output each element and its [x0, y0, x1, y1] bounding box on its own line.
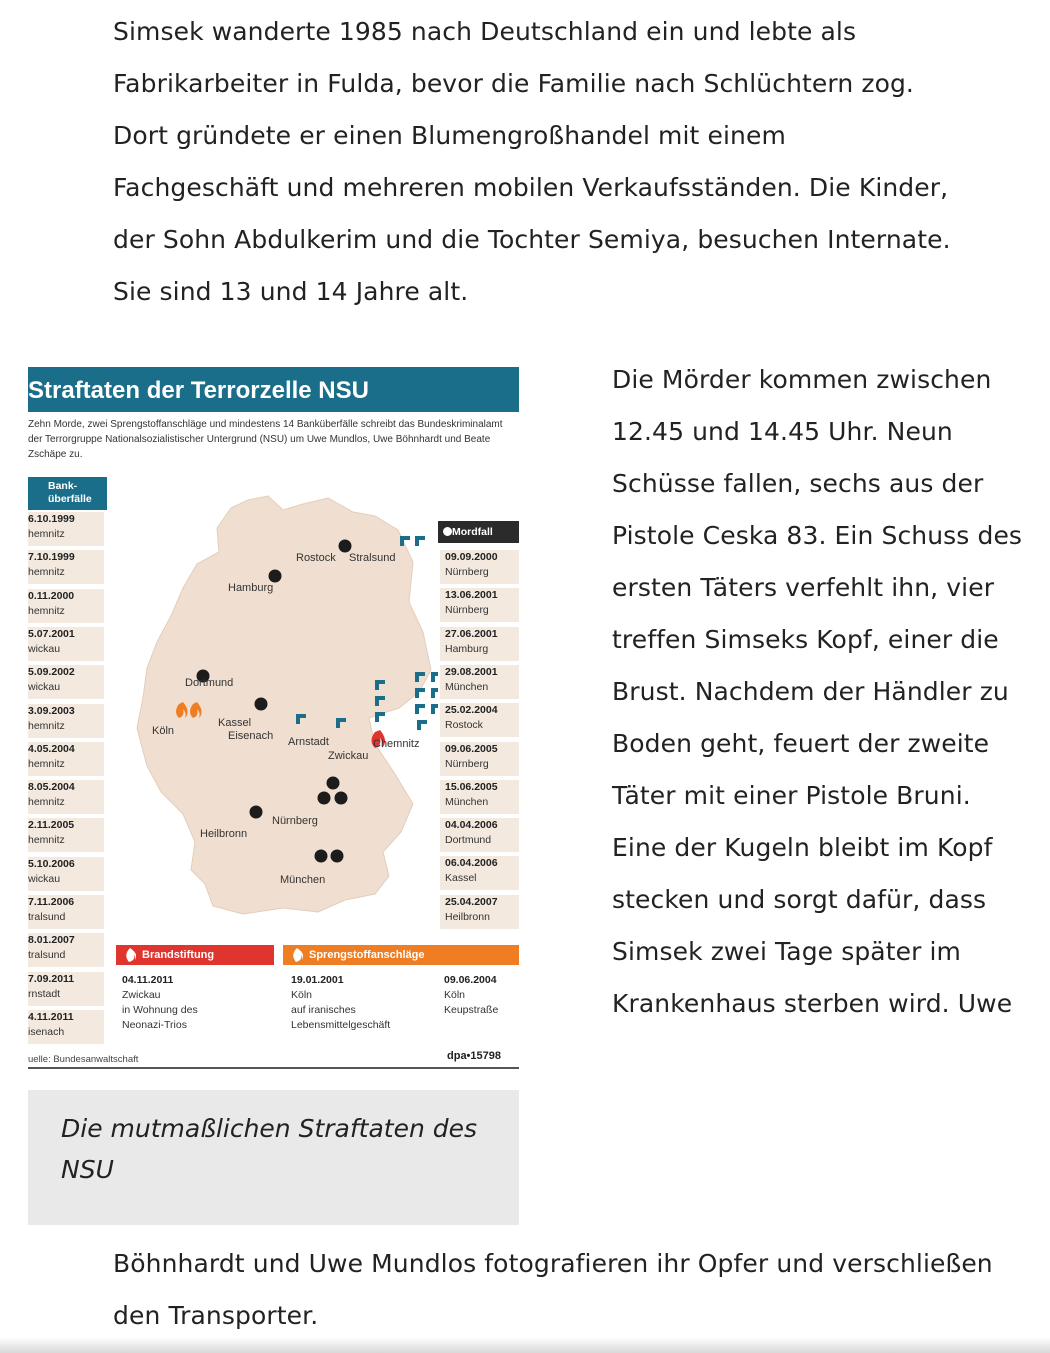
article-paragraph-intro: Simsek wanderte 1985 nach Deutschland ein und lebte als Fabrikarbeiter in Fulda, bevor die Familie nach Schlüchtern zog. Dort gründete er einen Blumengroßhandel mit einem Fachgeschäft und mehreren mobilen Verkaufsständen. Die Kinder, der Sohn Abdulkerim und die Tochter Semiya, besuchen Internate. Sie sind 13 und 14 Jahre alt.: [113, 17, 951, 306]
bank-robbery-entry: [28, 933, 104, 967]
murder-marker-nuernberg-3: [335, 792, 348, 805]
murder-date: 27.06.2001: [445, 627, 498, 640]
bank-robbery-date: 8.05.2004: [28, 781, 75, 794]
pistol-icon: [415, 688, 425, 698]
figure-caption: Die mutmaßlichen Straftaten des NSU: [61, 1114, 478, 1184]
murder-entry: [440, 627, 519, 661]
bank-robbery-date: 3.09.2003: [28, 704, 75, 717]
nsu-infographic: [28, 367, 519, 1074]
pistol-icon: [415, 536, 425, 546]
infographic-subtitle: Zehn Morde, zwei Sprengstoffanschläge und mindestens 14 Banküberfälle schreibt das Bundeskriminalamt der Terrorgruppe Nationalsozialistischer Untergrund (NSU) um Uwe Mundlos, Uwe Böhnhardt und Beate Zschäpe zu.: [28, 419, 503, 460]
arson-label: Brandstiftung: [142, 949, 215, 961]
bank-robbery-place: hemnitz: [28, 757, 65, 770]
murder-entry: [440, 588, 519, 622]
bank-robberies-label: Bank- überfälle: [28, 477, 107, 510]
murder-place: Heilbronn: [445, 910, 490, 923]
explosive-1-detail-2: Lebensmittelgeschäft: [291, 1019, 391, 1031]
city-zwickau: Zwickau: [328, 750, 369, 762]
arson-detail-1: in Wohnung des: [122, 1004, 198, 1016]
murder-marker-heilbronn: [250, 806, 263, 819]
murder-date: 06.04.2006: [445, 857, 498, 870]
bank-robbery-entry: [28, 627, 104, 661]
murder-place: München: [445, 680, 489, 693]
murder-entry: [440, 818, 519, 852]
bank-robbery-place: wickau: [28, 681, 61, 694]
article-paragraph-continued: Böhnhardt und Uwe Mundlos fotografieren ihr Opfer und verschließen den Transporter.: [113, 1249, 993, 1330]
infographic-title: Straftaten der Terrorzelle NSU: [28, 367, 519, 412]
explosive-2-place: Köln: [444, 989, 466, 1001]
bank-robbery-entry: [28, 512, 104, 546]
murder-marker-muenchen-1: [315, 850, 328, 863]
explosive-entry-2: [444, 973, 498, 1018]
bank-robbery-place: hemnitz: [28, 796, 65, 809]
murder-date: 09.06.2005: [445, 742, 498, 755]
murder-date: 09.09.2000: [445, 551, 498, 563]
bank-robbery-date: 5.10.2006: [28, 857, 75, 870]
murder-marker-kassel: [255, 698, 268, 711]
murder-place: München: [445, 795, 489, 808]
bank-robbery-place: hemnitz: [28, 566, 65, 579]
pistol-icon: [431, 688, 438, 698]
explosive-entry-1: [291, 973, 390, 1033]
pistol-icon: [417, 720, 427, 730]
city-heilbronn: Heilbronn: [200, 828, 248, 840]
city-eisenach: Eisenach: [228, 730, 274, 742]
murder-marker-rostock: [339, 540, 352, 553]
murder-place: Rostock: [445, 719, 483, 732]
arson-entry: [122, 973, 198, 1033]
bank-robbery-entry: [28, 972, 104, 1006]
explosive-2-detail-1: Keupstraße: [444, 1004, 499, 1016]
explosive-1-date: 19.01.2001: [291, 974, 344, 986]
bank-robbery-date: 4.11.2011: [28, 1010, 74, 1023]
murder-entry: [440, 742, 519, 776]
bank-robbery-entry: [28, 742, 104, 776]
murder-date: 29.08.2001: [445, 665, 498, 678]
murder-place: Nürnberg: [445, 757, 489, 770]
bank-robbery-entry: [28, 665, 104, 699]
murder-entry: [440, 895, 519, 929]
pistol-icon: [375, 712, 385, 722]
agency-credit: dpa•15798: [447, 1050, 501, 1062]
explosive-flame-icon: [291, 948, 303, 962]
murder-date: 25.04.2007: [445, 895, 498, 908]
city-nuernberg: Nürnberg: [272, 815, 318, 827]
arson-detail-2: Neonazi-Trios: [122, 1019, 187, 1031]
murder-place: Nürnberg: [445, 566, 489, 578]
bank-robbery-entry: [28, 895, 104, 929]
bank-robbery-place: wickau: [28, 642, 61, 655]
city-rostock: Rostock: [296, 552, 336, 564]
bank-robbery-entry: [28, 857, 104, 891]
bank-robbery-date: 5.07.2001: [28, 627, 75, 640]
bank-robbery-entry: [28, 550, 104, 584]
murder-marker-nuernberg-1: [327, 777, 340, 790]
article-paragraph-murder: Die Mörder kommen zwischen 12.45 und 14.45 Uhr. Neun Schüsse fallen, sechs aus der Pistole Ceska 83. Ein Schuss des ersten Täters verfehlt ihn, vier treffen Simseks Kopf, einer die Brust. Nachdem der Händler zu Boden geht, feuert der zweite Täter mit einer Pistole Bruni. Eine der Kugeln bleibt im Kopf stecken und sorgt dafür, dass Simsek zwei Tage später im Krankenhaus sterben wird. Uwe: [612, 365, 1023, 1018]
bank-robbery-entry: [28, 704, 104, 738]
bank-robbery-place: wickau: [28, 872, 61, 885]
bottom-shadow: [0, 1337, 1050, 1353]
bank-robbery-place: hemnitz: [28, 719, 65, 732]
murder-date: 04.04.2006: [445, 819, 498, 832]
city-chemnitz: Chemnitz: [373, 738, 420, 750]
bank-robbery-date: 8.01.2007: [28, 934, 75, 947]
city-muenchen: München: [280, 874, 326, 886]
pistol-icon: [431, 672, 438, 682]
murder-place: Dortmund: [445, 834, 492, 847]
murder-date: 13.06.2001: [445, 589, 498, 602]
bank-robbery-date: 5.09.2002: [28, 666, 75, 679]
city-kassel: Kassel: [218, 717, 252, 729]
figure-caption-box: [28, 1090, 519, 1225]
explosive-2-date: 09.06.2004: [444, 974, 497, 986]
bank-robbery-date: 7.11.2006: [28, 896, 75, 908]
city-stralsund: Stralsund: [349, 552, 396, 564]
city-arnstadt: Arnstadt: [288, 736, 329, 748]
source-divider: [28, 1067, 519, 1069]
bank-robbery-date: 4.05.2004: [28, 742, 75, 755]
arson-place: Zwickau: [122, 989, 161, 1001]
bank-robbery-place: hemnitz: [28, 834, 65, 847]
arson-flame-icon: [124, 948, 136, 962]
murder-place: Kassel: [445, 872, 477, 885]
arson-bar: [116, 945, 274, 965]
bank-robbery-place: hemnitz: [28, 604, 65, 617]
bank-robbery-date: 2.11.2005: [28, 819, 75, 832]
pistol-icon: [415, 704, 425, 714]
explosive-1-detail-1: auf iranisches: [291, 1004, 356, 1016]
bank-robbery-place: rnstadt: [28, 987, 61, 1000]
murder-date: 25.02.2004: [445, 704, 498, 717]
bank-robbery-date: 7.10.1999: [28, 551, 75, 564]
bank-robbery-entry: [28, 1010, 104, 1044]
bank-robbery-place: tralsund: [28, 949, 66, 962]
arson-date: 04.11.2011: [122, 974, 174, 986]
explosive-bar: [283, 945, 519, 965]
city-dortmund: Dortmund: [185, 677, 234, 689]
murder-date: 15.06.2005: [445, 780, 498, 793]
infographic-source: uelle: Bundesanwaltschaft: [28, 1054, 139, 1065]
murder-marker-hamburg: [269, 570, 282, 583]
murder-place: Nürnberg: [445, 604, 489, 617]
bank-robbery-entry: [28, 780, 104, 814]
bank-robbery-date: 6.10.1999: [28, 513, 75, 525]
murder-marker-nuernberg-2: [318, 792, 331, 805]
bank-robbery-place: hemnitz: [28, 528, 65, 540]
murder-entry: [440, 780, 519, 814]
pistol-icon: [431, 704, 438, 714]
murders-label: Mordfall: [438, 521, 519, 543]
bank-robbery-entry: [28, 589, 104, 623]
explosive-label: Sprengstoffanschläge: [309, 949, 425, 961]
murder-entry: [440, 665, 519, 699]
bank-robbery-entry: [28, 818, 104, 852]
murder-place: Hamburg: [445, 642, 489, 655]
city-koeln: Köln: [152, 725, 175, 737]
murder-entry: [440, 856, 519, 890]
bank-robbery-place: tralsund: [28, 911, 66, 923]
bank-robbery-place: isenach: [28, 1025, 65, 1038]
city-hamburg: Hamburg: [228, 582, 274, 594]
murder-entry: [440, 703, 519, 737]
murder-entry: [440, 550, 519, 584]
explosive-1-place: Köln: [291, 989, 313, 1001]
bank-robbery-date: 0.11.2000: [28, 589, 75, 602]
murder-marker-muenchen-2: [331, 850, 344, 863]
bank-robbery-date: 7.09.2011: [28, 972, 75, 985]
